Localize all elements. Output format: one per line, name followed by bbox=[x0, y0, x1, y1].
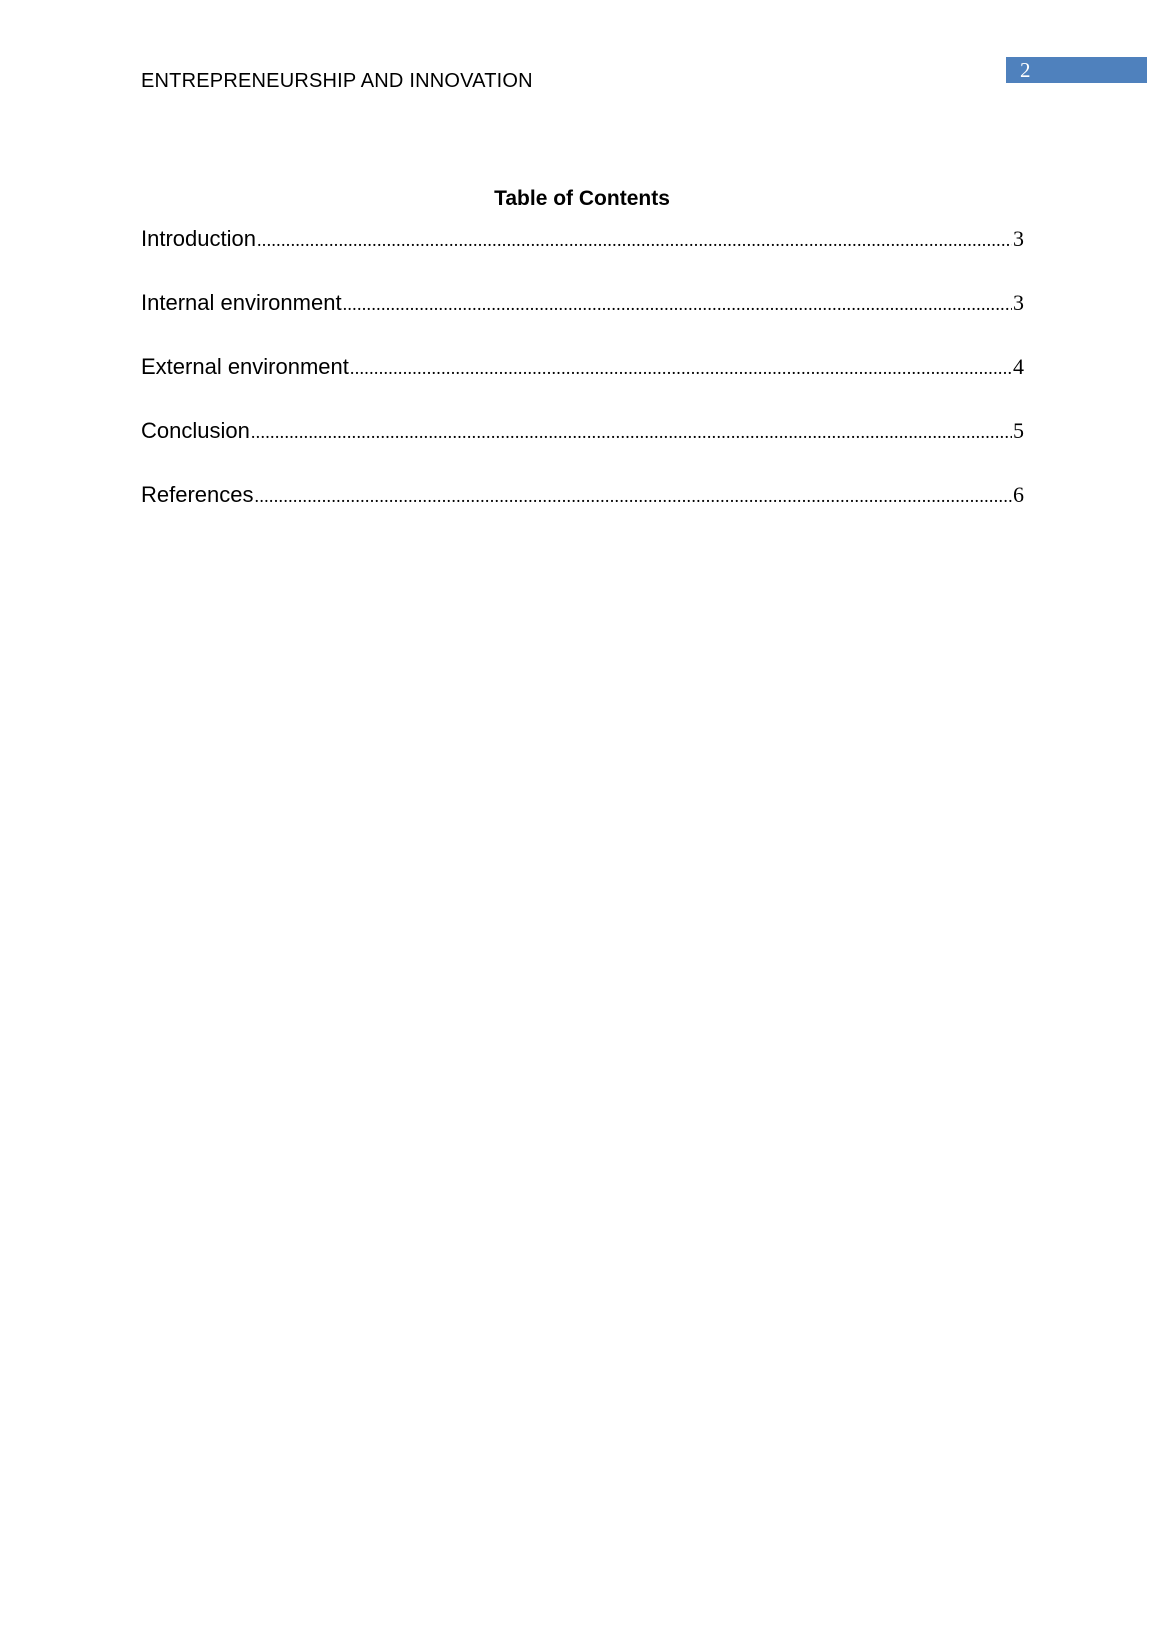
toc-entry-label[interactable]: References bbox=[141, 482, 254, 507]
toc-dot-leader bbox=[350, 353, 1012, 383]
toc-entry-references[interactable] bbox=[141, 480, 1024, 544]
toc-entry-external-environment[interactable] bbox=[141, 352, 1024, 416]
toc-entry-page[interactable]: 5 bbox=[1013, 418, 1024, 443]
toc-entry-internal-environment[interactable] bbox=[141, 288, 1024, 352]
toc-title: Table of Contents bbox=[494, 187, 670, 210]
toc-entry-page[interactable]: 4 bbox=[1013, 354, 1024, 379]
toc-entry-introduction[interactable] bbox=[141, 224, 1024, 288]
toc-entry-page[interactable]: 3 bbox=[1013, 290, 1024, 315]
page-number-badge bbox=[1006, 57, 1147, 83]
toc-entry-label[interactable]: External environment bbox=[141, 354, 349, 379]
toc-entry-label[interactable]: Introduction bbox=[141, 226, 256, 251]
toc-entry-page[interactable]: 6 bbox=[1013, 482, 1024, 507]
table-of-contents bbox=[141, 224, 1024, 544]
toc-entry-label[interactable]: Conclusion bbox=[141, 418, 250, 443]
toc-entry-label[interactable]: Internal environment bbox=[141, 290, 342, 315]
toc-entry-page[interactable]: 3 bbox=[1013, 226, 1024, 251]
page-number: 2 bbox=[1020, 58, 1031, 82]
toc-dot-leader bbox=[257, 225, 1012, 255]
toc-entry-conclusion[interactable] bbox=[141, 416, 1024, 480]
running-head: ENTREPRENEURSHIP AND INNOVATION bbox=[141, 70, 533, 92]
toc-dot-leader bbox=[343, 289, 1012, 319]
toc-dot-leader bbox=[255, 481, 1012, 511]
toc-dot-leader bbox=[251, 417, 1012, 447]
